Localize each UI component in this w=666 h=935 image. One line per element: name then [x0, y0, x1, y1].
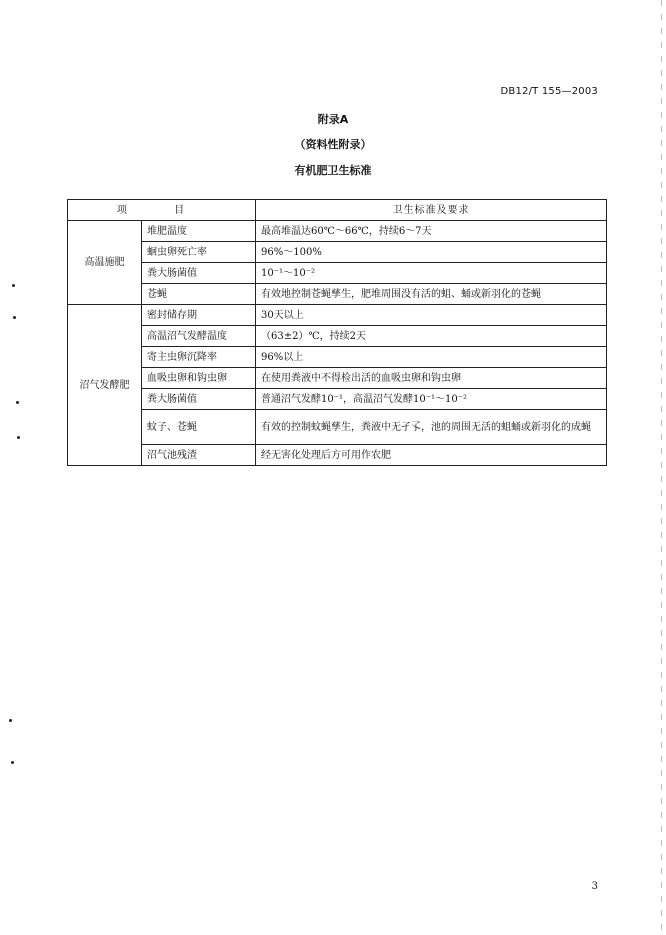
scan-speck: [17, 436, 20, 439]
table-row: [68, 221, 607, 242]
column-header-requirement: 卫生标准及要求: [256, 200, 607, 221]
item-cell: 蚊子、苍蝇: [142, 410, 256, 445]
requirement-cell: 经无害化处理后方可用作农肥: [256, 445, 607, 466]
item-cell: 苍蝇: [142, 284, 256, 305]
table-row: [68, 263, 607, 284]
requirement-cell: 10⁻¹～10⁻²: [256, 263, 607, 284]
item-cell: 密封储存期: [142, 305, 256, 326]
scan-speck: [13, 316, 16, 319]
item-cell: 寄主虫卵沉降率: [142, 347, 256, 368]
item-cell: 堆肥温度: [142, 221, 256, 242]
document-code: DB12/T 155—2003: [500, 86, 598, 97]
table-row: [68, 347, 607, 368]
page-number: 3: [591, 881, 598, 892]
scan-speck: [11, 761, 14, 764]
table-row: [68, 445, 607, 466]
table-title: 有机肥卫生标准: [294, 164, 372, 177]
table-row: [68, 326, 607, 347]
scan-speck: [16, 401, 19, 404]
scan-edge: [661, 0, 662, 935]
requirement-cell: 96%以上: [256, 347, 607, 368]
table-row: [68, 389, 607, 410]
group-cell: 沼气发酵肥: [68, 305, 142, 466]
table-row: [68, 305, 607, 326]
requirement-cell: 30天以上: [256, 305, 607, 326]
appendix-nature: （资料性附录）: [294, 138, 372, 151]
requirement-cell: （63±2）℃，持续2天: [256, 326, 607, 347]
table-row: [68, 368, 607, 389]
requirement-cell: 最高堆温达60℃～66℃，持续6～7天: [256, 221, 607, 242]
table-row: [68, 242, 607, 263]
scan-speck: [12, 284, 15, 287]
appendix-title: 附录A: [317, 113, 349, 126]
item-cell: 蛔虫卵死亡率: [142, 242, 256, 263]
item-cell: 粪大肠菌值: [142, 263, 256, 284]
group-cell: 高温施肥: [68, 221, 142, 305]
requirement-cell: 有效地控制苍蝇孳生，肥堆周围没有活的蛆、蛹或新羽化的苍蝇: [256, 284, 607, 305]
table-header-row: [68, 200, 607, 221]
item-cell: 粪大肠菌值: [142, 389, 256, 410]
table-row: [68, 284, 607, 305]
hygiene-standard-table: [67, 199, 607, 466]
requirement-cell: 在使用粪液中不得检出活的血吸虫卵和钩虫卵: [256, 368, 607, 389]
requirement-cell: 普通沼气发酵10⁻¹，高温沼气发酵10⁻¹～10⁻²: [256, 389, 607, 410]
table-row: [68, 410, 607, 445]
item-cell: 沼气池残渣: [142, 445, 256, 466]
requirement-cell: 有效的控制蚊蝇孳生，粪液中无孑孓，池的周围无活的蛆蛹或新羽化的成蝇: [256, 410, 607, 445]
item-cell: 高温沼气发酵温度: [142, 326, 256, 347]
item-cell: 血吸虫卵和钩虫卵: [142, 368, 256, 389]
requirement-cell: 96%～100%: [256, 242, 607, 263]
scan-speck: [9, 719, 12, 722]
column-header-item: 项 目: [68, 200, 256, 221]
